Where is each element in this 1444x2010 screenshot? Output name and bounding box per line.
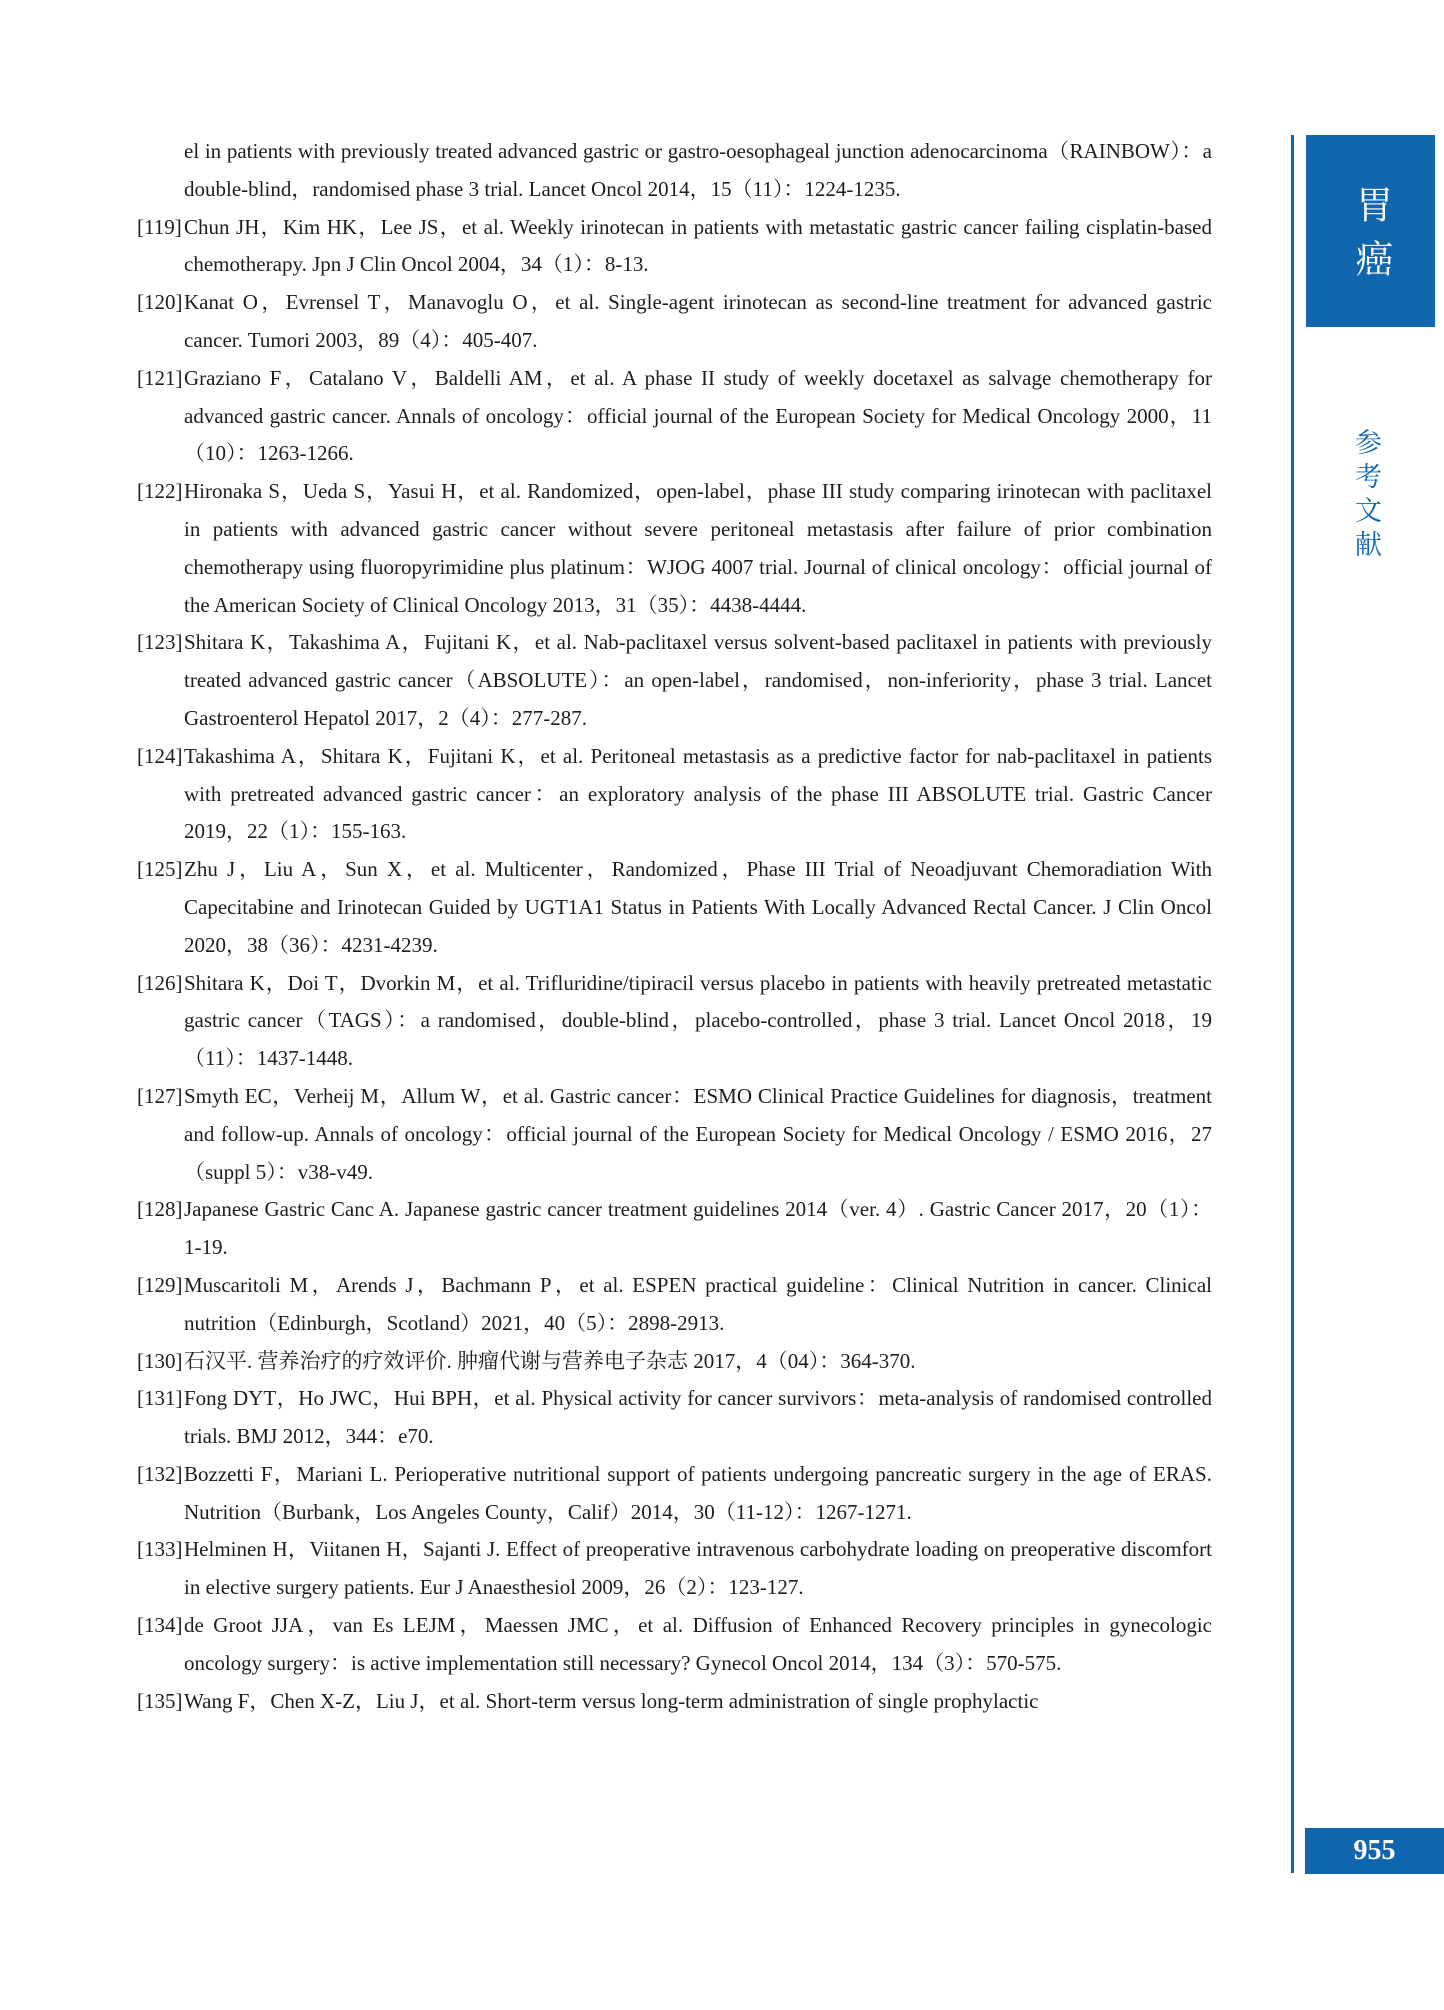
reference-text: Zhu J，Liu A，Sun X，et al. Multicenter，Randomized，Phase III Trial of Neoadjuvant Chemoradiation With Capecitabine and Irinotecan Guided by UGT1A1 Status in Patients With Locally Advanced Rectal Cancer. J Clin Oncol 2020，38（36）：4231-4239. [184, 857, 1212, 957]
reference-text: Helminen H，Viitanen H，Sajanti J. Effect of preoperative intravenous carbohydrate loading on preoperative discomfort in elective surgery patients. Eur J Anaesthesiol 2009，26（2）：123-127. [184, 1537, 1212, 1600]
reference-text: Hironaka S，Ueda S，Yasui H，et al. Randomized，open-label，phase III study comparing irinotecan with paclitaxel in patients with advanced gastric cancer without severe peritoneal metastasis after failure of prior combination chemotherapy using fluoropyrimidine plus platinum：WJOG 4007 trial. Journal of clinical oncology：official journal of the American Society of Clinical Oncology 2013，31（35）：4438-4444. [184, 479, 1212, 617]
reference-entry [137, 1267, 1212, 1343]
reference-entry [137, 284, 1212, 360]
reference-text: Chun JH，Kim HK，Lee JS，et al. Weekly irinotecan in patients with metastatic gastric cancer failing cisplatin-based chemotherapy. Jpn J Clin Oncol 2004，34（1）：8-13. [184, 214, 1212, 277]
reference-entry [137, 1191, 1212, 1267]
reference-number: [131] [137, 1386, 183, 1411]
reference-number: [127] [137, 1083, 183, 1108]
reference-number: [134] [137, 1613, 183, 1638]
reference-entry [137, 965, 1212, 1078]
reference-number: [124] [137, 743, 183, 768]
reference-text: 石汉平. 营养治疗的疗效评价. 肿瘤代谢与营养电子杂志 2017，4（04）：364-370. [184, 1348, 916, 1373]
page-number: 955 [1353, 1835, 1396, 1866]
reference-text: Smyth EC，Verheij M，Allum W，et al. Gastric cancer：ESMO Clinical Practice Guidelines for diagnosis，treatment and follow-up. Annals of oncology：official journal of the European Society for Medical Oncology / ESMO 2016，27（suppl 5）：v38-v49. [184, 1083, 1212, 1184]
reference-entry [137, 133, 1212, 209]
reference-text: Japanese Gastric Canc A. Japanese gastric cancer treatment guidelines 2014（ver. 4）. Gastric Cancer 2017，20（1）：1-19. [184, 1197, 1212, 1260]
reference-entry [137, 1078, 1212, 1191]
reference-entry [137, 1607, 1212, 1683]
reference-entry [137, 473, 1212, 624]
reference-number: [120] [137, 290, 183, 315]
reference-number: [128] [137, 1197, 183, 1222]
reference-number: [129] [137, 1272, 183, 1297]
reference-number: [122] [137, 479, 183, 504]
chapter-tab-label: 胃癌 [1349, 185, 1391, 293]
references-list [137, 133, 1212, 1720]
chapter-tab-gastric-cancer [1306, 135, 1435, 327]
page-number-tab [1305, 1828, 1444, 1874]
reference-text: Shitara K，Takashima A，Fujitani K，et al. Nab-paclitaxel versus solvent-based paclitaxel in patients with previously treated advanced gastric cancer（ABSOLUTE）：an open-label，randomised，non-inferiority，phase 3 trial. Lancet Gastroenterol Hepatol 2017，2（4）：277-287. [184, 630, 1212, 730]
reference-number: [121] [137, 365, 183, 390]
reference-entry [137, 360, 1212, 473]
reference-text: el in patients with previously treated advanced gastric or gastro-oesophageal junction adenocarcinoma（RAINBOW）：a double-blind，randomised phase 3 trial. Lancet Oncol 2014，15（11）：1224-1235. [184, 139, 1212, 201]
sidebar-vertical-rule [1291, 135, 1294, 1873]
reference-number: [132] [137, 1461, 183, 1486]
reference-entry [137, 1683, 1212, 1721]
reference-number: [126] [137, 970, 183, 995]
reference-text: de Groot JJA，van Es LEJM，Maessen JMC，et al. Diffusion of Enhanced Recovery principles in gynecologic oncology surgery：is active implementation still necessary? Gynecol Oncol 2014，134（3）：570-575. [184, 1613, 1212, 1675]
reference-entry [137, 1456, 1212, 1532]
reference-text: Muscaritoli M，Arends J，Bachmann P，et al. ESPEN practical guideline：Clinical Nutrition in cancer. Clinical nutrition（Edinburgh，Scotland）2021，40（5）：2898-2913. [184, 1272, 1212, 1335]
reference-entry [137, 851, 1212, 964]
reference-text: Bozzetti F，Mariani L. Perioperative nutritional support of patients undergoing pancreatic surgery in the age of ERAS. Nutrition（Burbank，Los Angeles County，Calif）2014，30（11-12）：1267-1271. [184, 1461, 1212, 1524]
reference-entry [137, 738, 1212, 851]
reference-text: Graziano F，Catalano V，Baldelli AM，et al. A phase II study of weekly docetaxel as salvage chemotherapy for advanced gastric cancer. Annals of oncology：official journal of the European Society for Medical Oncology 2000，11（10）：1263-1266. [184, 365, 1212, 466]
reference-entry [137, 209, 1212, 285]
section-caption-references: 参考文献 [1351, 428, 1381, 564]
reference-entry [137, 624, 1212, 737]
reference-text: Fong DYT，Ho JWC，Hui BPH，et al. Physical activity for cancer survivors：meta-analysis of randomised controlled trials. BMJ 2012，344：e70. [184, 1386, 1212, 1449]
reference-number: [130] [137, 1348, 183, 1373]
reference-entry [137, 1343, 1212, 1381]
reference-text: Takashima A，Shitara K，Fujitani K，et al. Peritoneal metastasis as a predictive factor for nab-paclitaxel in patients with pretreated advanced gastric cancer：an exploratory analysis of the phase III ABSOLUTE trial. Gastric Cancer 2019，22（1）：155-163. [184, 743, 1212, 844]
reference-number: [125] [137, 857, 183, 882]
reference-text: Shitara K，Doi T，Dvorkin M，et al. Trifluridine/tipiracil versus placebo in patients with heavily pretreated metastatic gastric cancer（TAGS）：a randomised，double-blind，placebo-controlled，phase 3 trial. Lancet Oncol 2018，19（11）：1437-1448. [184, 970, 1212, 1071]
reference-number: [119] [137, 214, 182, 239]
reference-number: [135] [137, 1688, 183, 1713]
reference-number: [123] [137, 630, 183, 655]
reference-text: Kanat O，Evrensel T，Manavoglu O，et al. Single-agent irinotecan as second-line treatment for advanced gastric cancer. Tumori 2003，89（4）：405-407. [184, 290, 1212, 352]
reference-entry [137, 1531, 1212, 1607]
reference-entry [137, 1380, 1212, 1456]
reference-number: [133] [137, 1537, 183, 1562]
reference-text: Wang F，Chen X-Z，Liu J，et al. Short-term versus long-term administration of single prophylactic [184, 1688, 1039, 1713]
